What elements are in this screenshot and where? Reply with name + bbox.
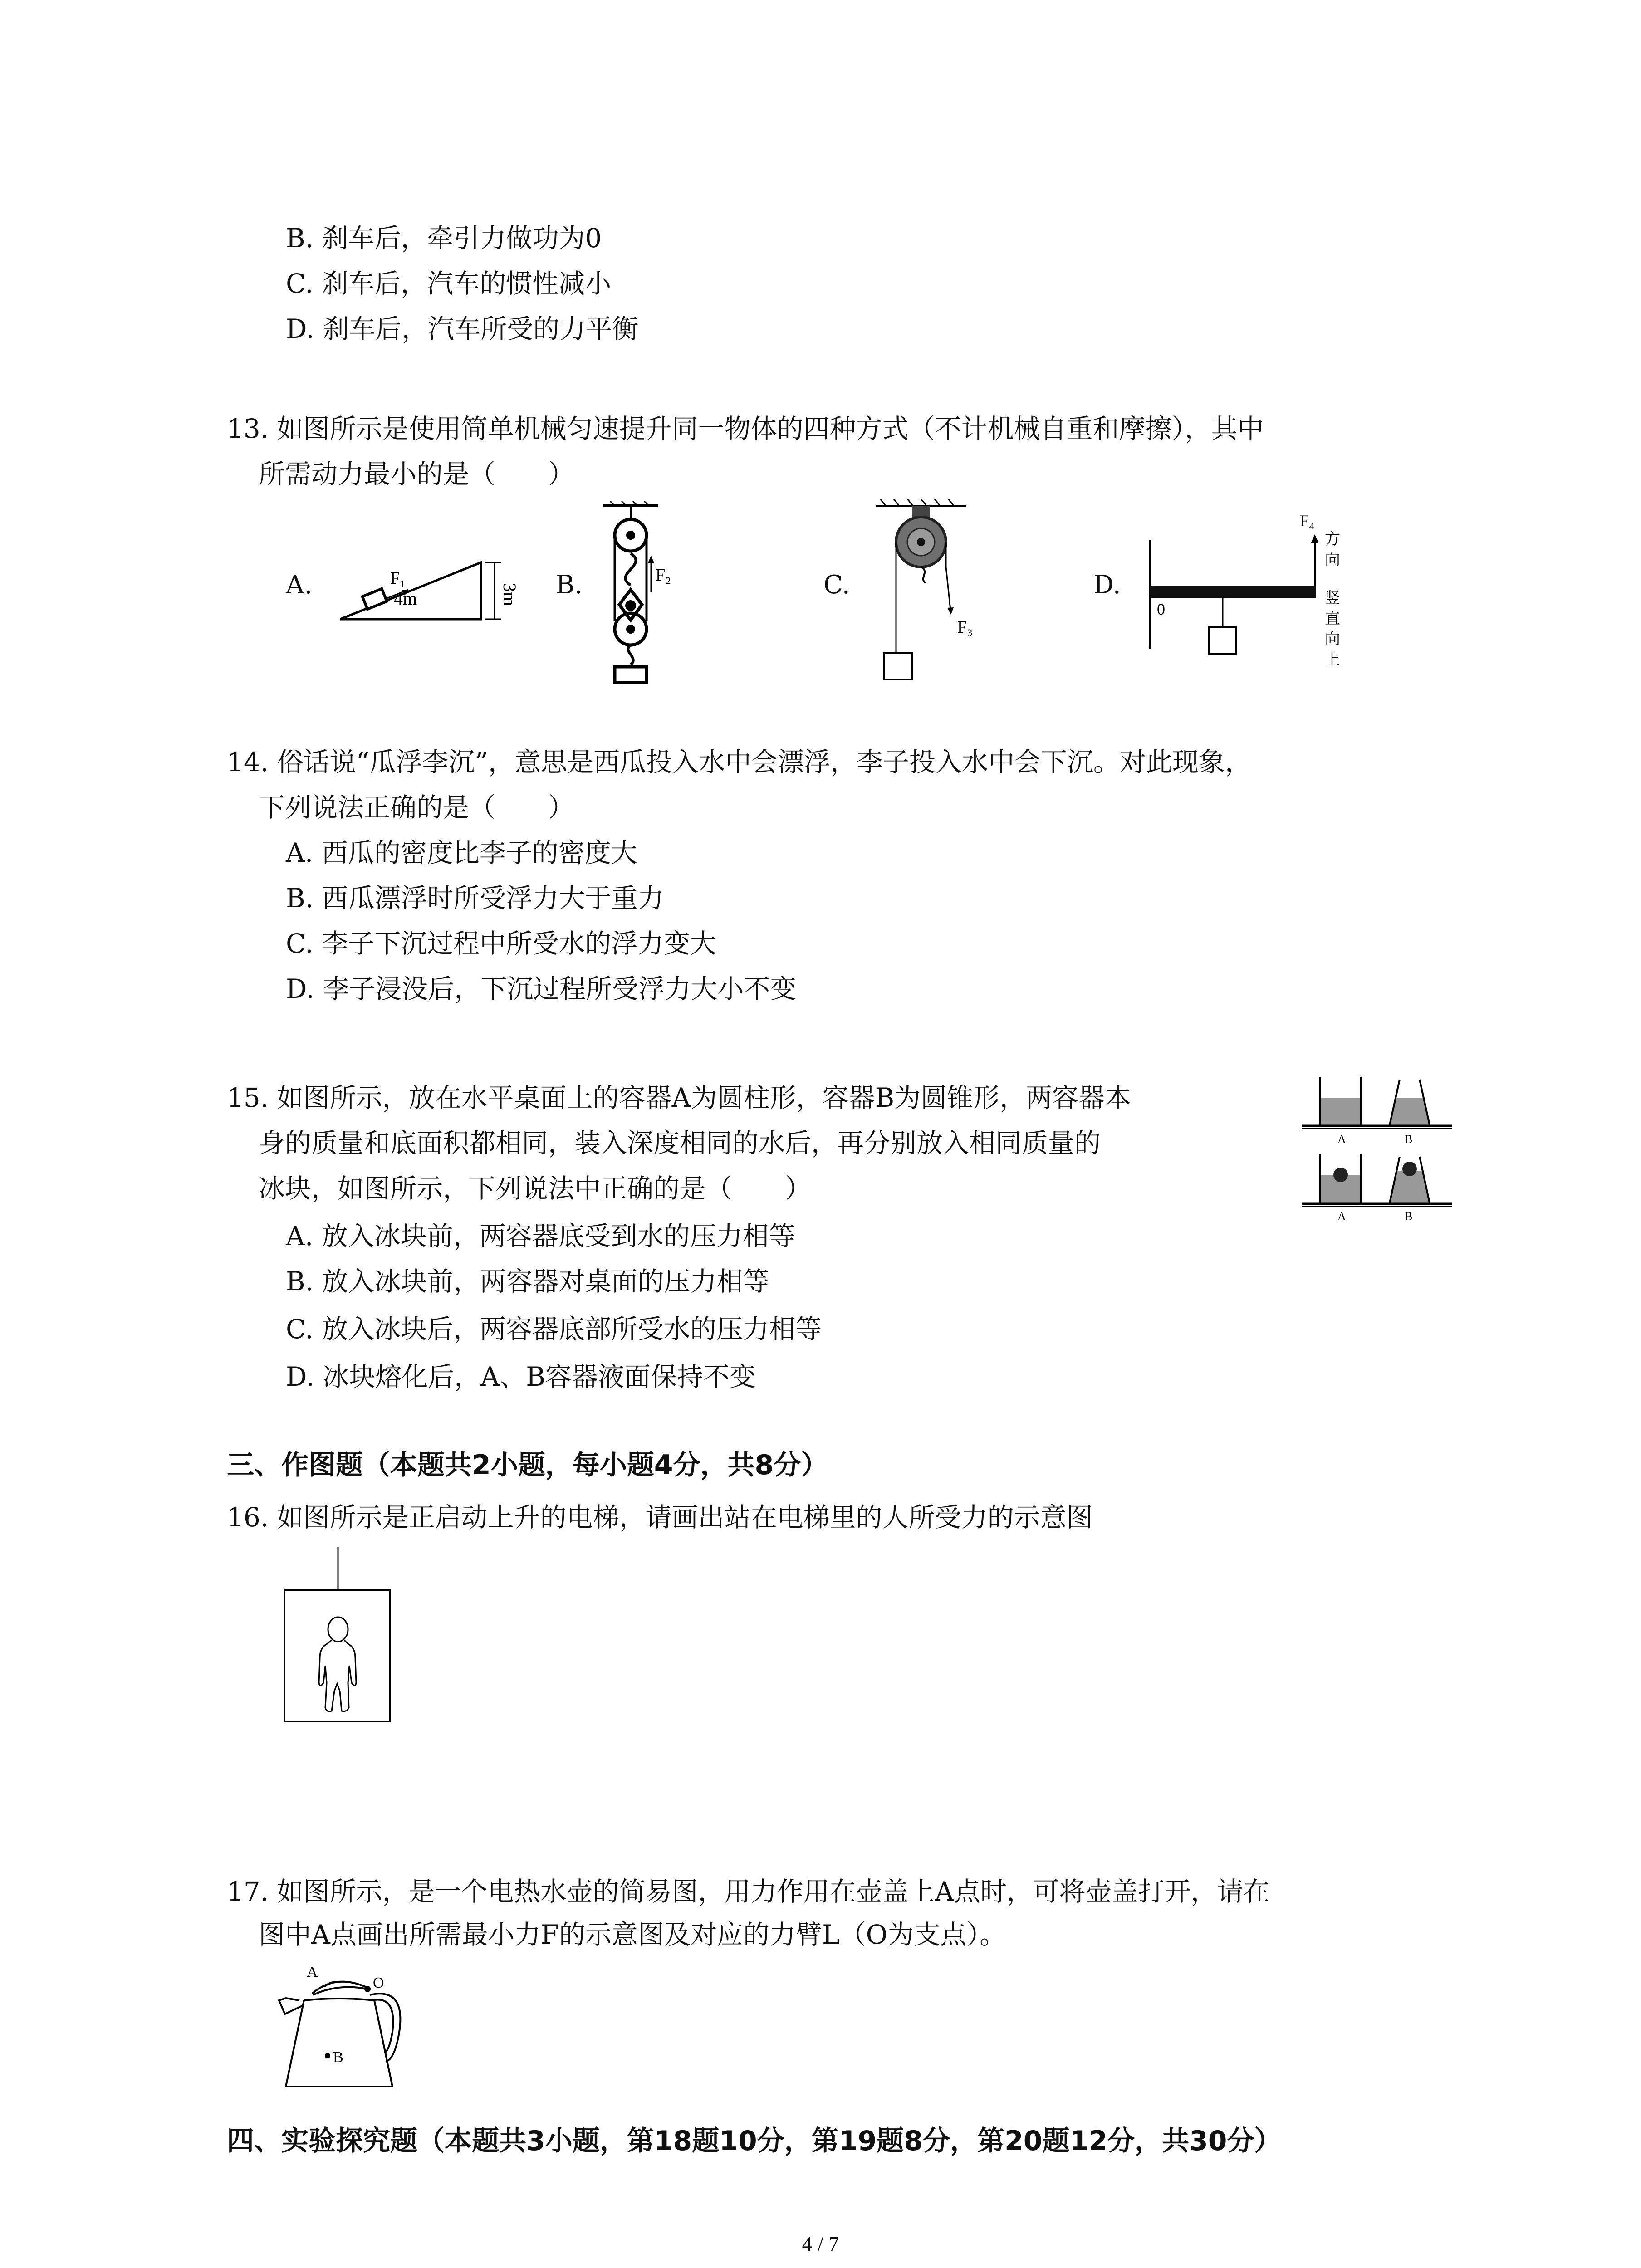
q14-option-b: B. 西瓜漂浮时所受浮力大于重力 xyxy=(286,883,664,914)
q15-option-c: C. 放入冰块后，两容器底部所受水的压力相等 xyxy=(286,1314,822,1344)
q13-fig-d-note-4: 向 xyxy=(1325,631,1340,648)
q13-fig-b-force: F₂ xyxy=(656,566,671,585)
q12-option-c: C. 刹车后，汽车的惯性减小 xyxy=(286,268,612,299)
q15-fig-label-a-bottom: A xyxy=(1337,1210,1346,1223)
q17-fig-label-a: A xyxy=(307,1964,318,1980)
q17-stem-line2: 图中A点画出所需最小力F的示意图及对应的力臂L（O为支点）。 xyxy=(259,1919,1006,1950)
q15-stem-line1: 15. 如图所示，放在水平桌面上的容器A为圆柱形，容器B为圆锥形，两容器本 xyxy=(227,1082,1132,1113)
q14-option-a: A. 西瓜的密度比李子的密度大 xyxy=(286,837,637,868)
q13-stem-line2: 所需动力最小的是（ ） xyxy=(259,459,575,489)
q13-fig-d-note-3: 直 xyxy=(1325,611,1340,627)
q15-fig-label-b-bottom: B xyxy=(1405,1210,1413,1223)
q16-stem-line1: 16. 如图所示是正启动上升的电梯，请画出站在电梯里的人所受力的示意图 xyxy=(227,1502,1093,1533)
q13-fig-d-note-2: 竖 xyxy=(1325,590,1340,607)
q13-label-b: B. xyxy=(556,570,583,600)
q13-figure-c-fixed-pulley xyxy=(876,499,985,685)
q15-fig-label-a-top: A xyxy=(1337,1133,1346,1146)
q13-fig-a-height: 3m xyxy=(500,583,520,606)
q14-option-c: C. 李子下沉过程中所受水的浮力变大 xyxy=(286,928,717,959)
q13-fig-d-note-5: 上 xyxy=(1325,651,1340,668)
q13-label-d: D. xyxy=(1093,570,1121,600)
page-number: 4 / 7 xyxy=(802,2232,839,2255)
q13-figure-b-pulley xyxy=(594,501,685,692)
q15-stem-line2: 身的质量和底面积都相同，装入深度相同的水后，再分别放入相同质量的 xyxy=(259,1128,1101,1158)
section-4-title: 四、实验探究题（本题共3小题，第18题10分，第19题8分，第20题12分，共30分） xyxy=(227,2125,1282,2157)
q13-label-a: A. xyxy=(286,570,313,600)
q15-figure-containers xyxy=(1302,1075,1456,1225)
q17-fig-label-o: O xyxy=(373,1975,384,1991)
q13-stem-line1: 13. 如图所示是使用简单机械匀速提升同一物体的四种方式（不计机械自重和摩擦），其中 xyxy=(227,413,1264,444)
q13-fig-c-force: F₃ xyxy=(957,618,973,637)
q13-label-c: C. xyxy=(823,570,850,600)
q14-stem-line1: 14. 俗话说“瓜浮李沉”，意思是西瓜投入水中会漂浮，李子投入水中会下沉。对此现象， xyxy=(227,747,1251,777)
q15-stem-line3: 冰块，如图所示，下列说法中正确的是（ ） xyxy=(259,1173,812,1204)
q17-figure-kettle xyxy=(277,1955,413,2100)
q14-option-d: D. 李子浸没后，下沉过程所受浮力大小不变 xyxy=(286,973,797,1004)
q13-fig-a-slope: 4m xyxy=(394,588,417,609)
q13-figure-a-incline xyxy=(336,556,520,624)
q16-figure-elevator xyxy=(284,1547,392,1728)
q13-fig-d-pivot: 0 xyxy=(1157,600,1165,618)
q13-figure-d-lever xyxy=(1143,508,1357,680)
q13-fig-a-force: F₁ xyxy=(390,569,406,588)
q12-option-b: B. 刹车后，牵引力做功为0 xyxy=(286,223,602,254)
q17-fig-label-b: B xyxy=(333,2049,343,2066)
q17-stem-line1: 17. 如图所示，是一个电热水壶的简易图，用力作用在壶盖上A点时，可将壶盖打开，请在 xyxy=(227,1876,1270,1907)
q13-fig-d-force: F₄ xyxy=(1300,512,1315,530)
q14-stem-line2: 下列说法正确的是（ ） xyxy=(259,792,575,823)
q12-option-d: D. 刹车后，汽车所受的力平衡 xyxy=(286,313,639,344)
q13-fig-d-note-1: 向 xyxy=(1325,552,1340,568)
q13-fig-d-note-0: 方 xyxy=(1325,531,1340,548)
q15-fig-label-b-top: B xyxy=(1405,1133,1413,1146)
q15-option-d: D. 冰块熔化后，A、B容器液面保持不变 xyxy=(286,1361,756,1392)
q15-option-a: A. 放入冰块前，两容器底受到水的压力相等 xyxy=(286,1221,795,1251)
section-3-title: 三、作图题（本题共2小题，每小题4分，共8分） xyxy=(227,1449,828,1481)
q15-option-b: B. 放入冰块前，两容器对桌面的压力相等 xyxy=(286,1266,769,1297)
